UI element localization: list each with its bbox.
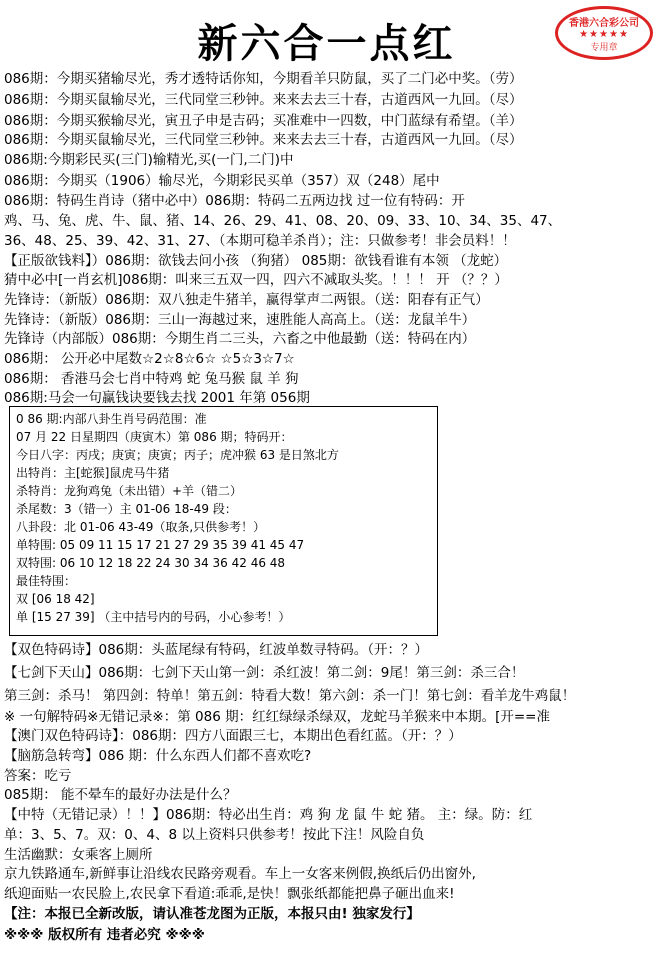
text-line: 086期：今期买鼠输尽光，三代同堂三秒钟。来来去去三十春，古道西风一九回。（尽） bbox=[4, 92, 523, 108]
box-line: 单特围: 05 09 11 15 17 21 27 29 35 39 41 45 47 bbox=[16, 538, 305, 552]
text-line: 086期： 香港马会七肖中特鸡 蛇 兔马猴 鼠 羊 狗 bbox=[4, 371, 299, 387]
text-line: 【中特（无错记录）！！】086期：特必出生肖：鸡 狗 龙 鼠 牛 蛇 猪。 主：绿。防：红 bbox=[4, 807, 533, 823]
box-line: 0 86 期:内部八卦生肖号码范围：准 bbox=[16, 412, 207, 426]
bagua-info-box bbox=[9, 406, 438, 636]
text-line: 猜中必中[一肖玄机]086期：叫来三五双一四，四六不减取头奖。！！！ 开 （？？） bbox=[4, 272, 508, 288]
company-seal bbox=[555, 6, 653, 60]
text-line: 085期： 能不晕车的最好办法是什么？ bbox=[4, 787, 237, 803]
box-line: 双 [06 18 42] bbox=[16, 592, 95, 606]
text-line: 086期:马会一句赢钱诀要钱去找 2001 年第 056期 bbox=[4, 390, 310, 406]
text-line: 【脑筋急转弯】086 期：什么东西人们都不喜欢吃? bbox=[4, 748, 312, 764]
box-line: 八卦段：北 01-06 43-49（取条,只供参考！） bbox=[16, 520, 266, 534]
box-line: 出特肖：主[蛇猴]鼠虎马牛猪 bbox=[16, 466, 170, 480]
copyright-line: ※※※ 版权所有 违者必究 ※※※ bbox=[4, 927, 205, 943]
box-line: 双特围: 06 10 12 18 22 24 30 34 36 42 46 48 bbox=[16, 556, 286, 570]
text-line: 086期：今期买（1906）输尽光，今期彩民买单（357）双（248）尾中 bbox=[4, 173, 440, 189]
text-line: ※ 一句解特码※无错记录※：第 086 期：红红绿绿杀绿双，龙蛇马羊猴来中本期。[开==准 bbox=[4, 709, 550, 725]
text-line: 先锋诗（内部版）086期：今期生肖二三头，六畜之中他最勤（送：特码在内） bbox=[4, 331, 476, 347]
box-line: 杀特肖：龙狗鸡兔（未出错）+羊（错二） bbox=[16, 484, 243, 498]
notice-line: 【注：本报已全新改版，请认准苍龙图为正版，本报只由! 独家发行】 bbox=[4, 906, 420, 922]
text-line: 【澳门双色特码诗】：086期：四方八面跟三七，本期出色看红蓝。（开：？） bbox=[4, 728, 462, 744]
text-line: 【双色特码诗】086期：头蓝尾绿有特码，红波单数寻特码。（开：？） bbox=[4, 642, 429, 658]
text-line: 【正版欲钱料】）086期：欲钱去问小孩 （狗猪） 085期：欲钱看谁有本领 （龙蛇） bbox=[4, 253, 508, 269]
seal-name: 香港六合彩公司 bbox=[569, 18, 639, 29]
text-line: 36、48、25、39、42、31、27、（本期可稳羊杀肖）；注：只做参考！非会员料！！ bbox=[4, 233, 516, 249]
box-line: 07 月 22 日星期四（庚寅木）第 086 期；特码开： bbox=[16, 430, 293, 444]
box-line: 单 [15 27 39] （主中拮号内的号码，小心参考！） bbox=[16, 610, 291, 624]
text-line: 086期：今期买猪输尽光，秀才透特话你知，今期看羊只防鼠，买了二门必中奖。（劳） bbox=[4, 71, 523, 87]
text-line: 京九铁路通车,新鲜事让沿线农民路旁观看。车上一女客来例假,换纸后仍出窗外, bbox=[4, 866, 476, 882]
text-line: 单：3、5、7。双：0、4、8 以上资料只供参考！按此下注！风险自负 bbox=[4, 827, 425, 843]
text-line: 【七剑下天山】086期：七剑下天山第一剑：杀红波！第二剑：9尾！第三剑：杀三合！ bbox=[4, 665, 525, 681]
seal-stars: ★★★★★ bbox=[579, 29, 629, 40]
box-line: 杀尾数：3（错一）主 01-06 18-49 段： bbox=[16, 502, 237, 516]
box-line: 今日八字：丙戌；庚寅；庚寅；丙子；虎冲猴 63 是日煞北方 bbox=[16, 448, 339, 462]
text-line: 086期：今期买猴输尽光，寅丑子申是吉码；买准难中一四数，中门蓝绿有希望。（羊） bbox=[4, 113, 523, 129]
seal-label: 专用章 bbox=[590, 43, 618, 53]
box-line: 最佳特围： bbox=[16, 574, 77, 588]
text-line: 086期：特码生肖诗（猪中必中）086期：特码二五两边找 过一位有特码：开 bbox=[4, 193, 465, 209]
text-line: 086期:今期彩民买(三门)输精光,买(一门,二门)中 bbox=[4, 152, 294, 168]
text-line: 鸡、马、兔、虎、牛、鼠、猪、14、26、29、41、08、20、09、33、10、34、35、47、 bbox=[4, 213, 562, 229]
text-line: 答案：吃亏 bbox=[4, 768, 72, 784]
text-line: 086期： 公开必中尾数☆2☆8☆6☆ ☆5☆3☆7☆ bbox=[4, 351, 295, 367]
text-line: 第三剑：杀马！ 第四剑：特单！第五剑：特看大数！第六剑：杀一门！第七剑：看羊龙牛鸡鼠！ bbox=[4, 688, 576, 704]
text-line: 先锋诗：（新版）086期：双八独走牛猪羊，赢得掌声二两银。（送：阳春有正气） bbox=[4, 292, 489, 308]
text-line: 先锋诗：（新版）086期：三山一海越过来，速胜能人高高上。（送：龙鼠羊牛） bbox=[4, 312, 476, 328]
page-title: 新六合一点红 bbox=[197, 20, 456, 67]
text-line: 086期：今期买鼠输尽光，三代同堂三秒钟。来来去去三十春，古道西风一九回。（尽） bbox=[4, 132, 523, 148]
text-line: 纸迎面贴一农民脸上,农民拿下看道:乖乖,是快！飘张纸都能把鼻子砸出血来! bbox=[4, 886, 455, 902]
text-line: 生活幽默：女乘客上厕所 bbox=[4, 847, 153, 863]
